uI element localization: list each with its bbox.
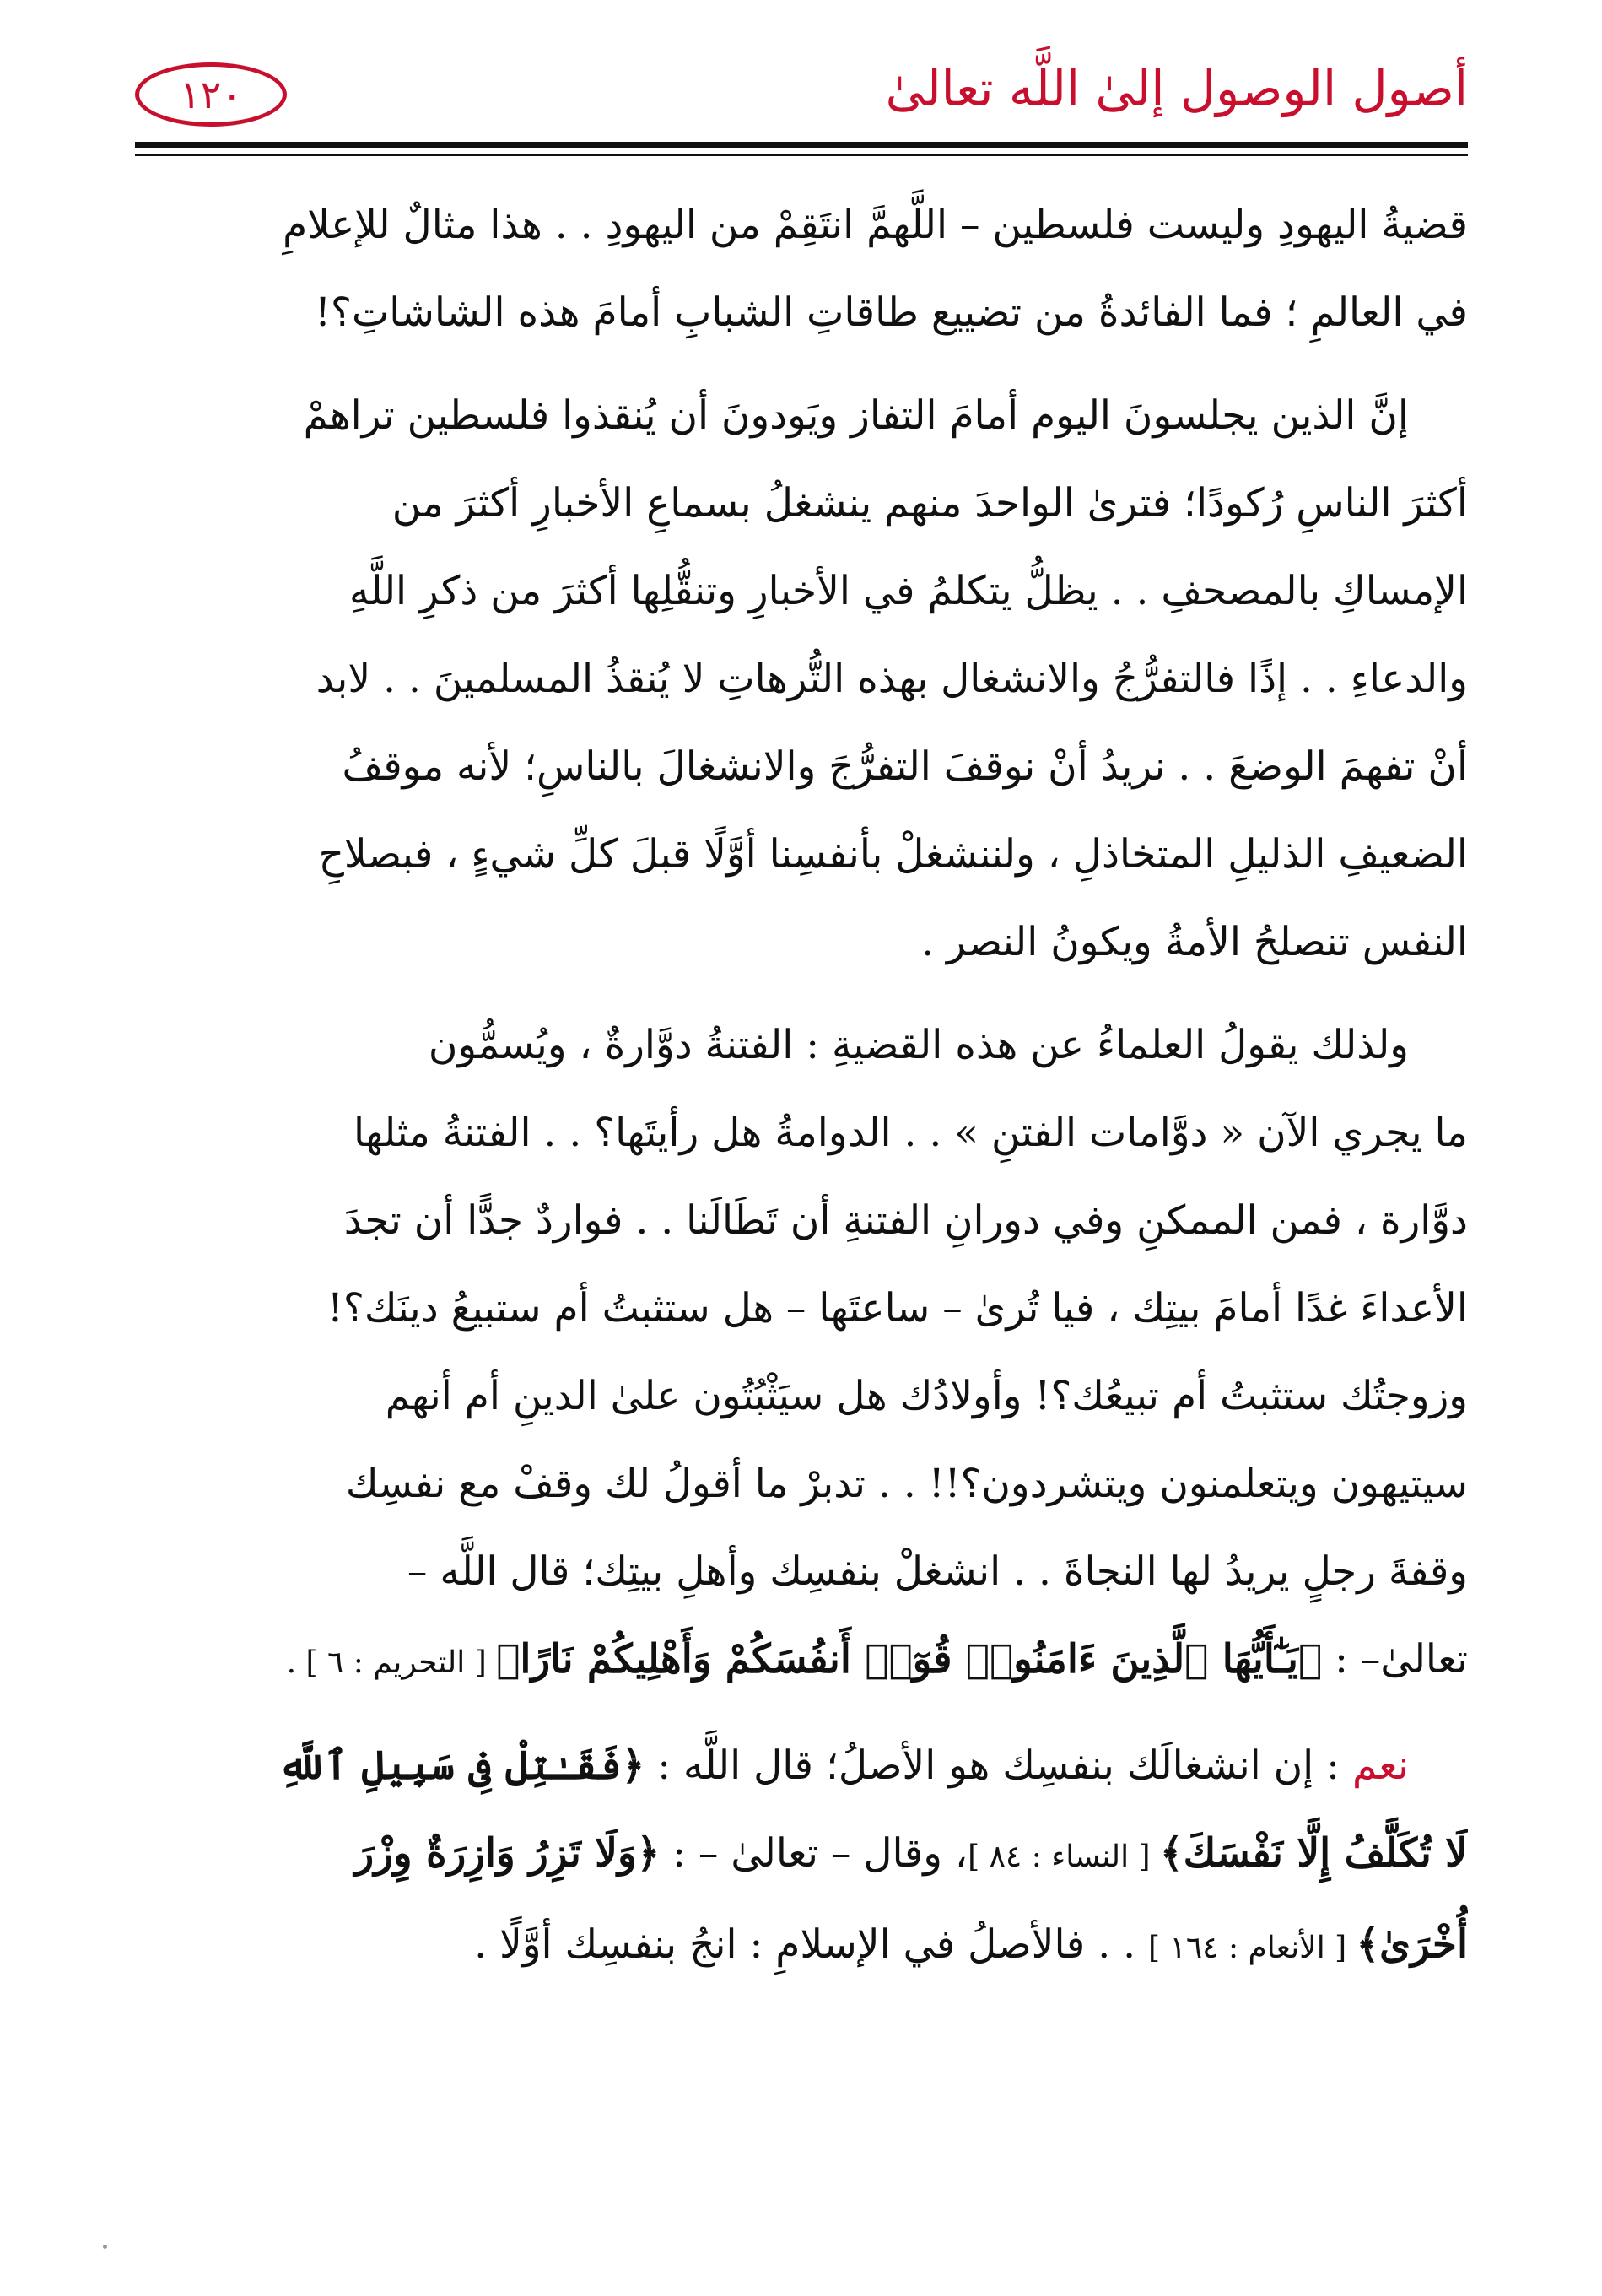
verse-lead: تعالىٰ– : xyxy=(1322,1636,1468,1683)
verse-line xyxy=(135,1616,1468,1707)
text-line: أنْ تفهمَ الوضعَ . . نريدُ أنْ نوقفَ التفرُّجَ والانشغالَ بالناسِ؛ لأنه موقفُ xyxy=(342,743,1468,790)
text-line: قضيةُ اليهودِ وليست فلسطين – اللَّهمَّ انتَقِمْ من اليهودِ . . هذا مثالٌ للإعلامِ xyxy=(283,202,1468,248)
verse-reference: [ التحريم : ٦ ] . xyxy=(286,1645,497,1680)
text-line: سيتيهون ويتعلمنون ويتشردون؟!! . . تدبرْ ما أقولُ لك وقفْ مع نفسِك xyxy=(345,1461,1468,1507)
text-line xyxy=(135,1901,1468,1992)
paragraph-gap xyxy=(135,357,1468,372)
text-line: الأعداءَ غدًا أمامَ بيتِك ، فيا تُرىٰ – ساعتَها – هل ستثبتُ أم ستبيعُ دينَك؟! xyxy=(327,1285,1468,1332)
quran-verse: ﴿يَـٰٓأَيُّهَا ٱلَّذِينَ ءَامَنُوا۟ قُوٓا۟ أَنفُسَكُمْ وَأَهْلِيكُمْ نَارًا﴾ xyxy=(496,1636,1323,1683)
text-line xyxy=(135,1810,1468,1901)
text-segment: : إن انشغالَك بنفسِك هو الأصلُ؛ قال اللَّه : xyxy=(645,1742,1340,1789)
quran-verse: ﴿فَقَـٰتِلْ فِى سَبِيلِ ٱللَّهِ xyxy=(278,1742,645,1789)
quran-verse: لَا تُكَلَّفُ إِلَّا نَفْسَكَ﴾ xyxy=(1160,1830,1468,1877)
page-number-badge: ١٢٠ xyxy=(135,62,287,127)
text-line: الضعيفِ الذليلِ المتخاذلِ ، ولننشغلْ بأنفسِنا أوَّلًا قبلَ كلِّ شيءٍ ، فبصلاحِ xyxy=(318,831,1468,878)
highlight-word: نعم xyxy=(1351,1742,1409,1789)
paragraph-gap xyxy=(135,986,1468,1002)
text-line: الإمساكِ بالمصحفِ . . يظلُّ يتكلمُ في الأخبارِ وتنقُّلِها أكثرَ من ذكرِ اللَّهِ xyxy=(348,568,1468,614)
body-text xyxy=(135,181,1468,1992)
text-segment: . . فالأصلُ في الإسلامِ : انجُ بنفسِك أوَّلًا . xyxy=(474,1921,1136,1968)
verse-reference: [ الأنعام : ١٦٤ ] xyxy=(1147,1931,1357,1965)
text-line: وزوجتُك ستثبتُ أم تبيعُك؟! وأولادُك هل سيَثْبُتُون علىٰ الدينِ أم أنهم xyxy=(385,1373,1468,1419)
verse-reference: [ النساء : ٨٤ ] xyxy=(968,1840,1161,1874)
text-line: دوَّارة ، فمن الممكنِ وفي دورانِ الفتنةِ أن تَطَالَنا . . فواردٌ جدًّا أن تجدَ xyxy=(343,1197,1468,1244)
quran-verse: أُخْرَىٰ﴾ xyxy=(1356,1921,1468,1968)
running-title: أصول الوصول إلىٰ اللَّه تعالىٰ xyxy=(885,60,1468,117)
text-line: النفس تنصلحُ الأمةُ ويكونُ النصر . xyxy=(921,919,1468,965)
text-line: إنَّ الذين يجلسونَ اليوم أمامَ التفاز ويَودونَ أن يُنقذوا فلسطين تراهمْ xyxy=(303,392,1409,439)
text-line: في العالمِ ؛ فما الفائدةُ من تضييع طاقاتِ الشبابِ أمامَ هذه الشاشاتِ؟! xyxy=(315,289,1468,336)
header-rule-thick xyxy=(135,142,1468,148)
text-line: وقفةَ رجلٍ يريدُ لها النجاةَ . . انشغلْ بنفسِك وأهلِ بيتِك؛ قال اللَّه – xyxy=(407,1548,1468,1595)
header-rule-thin xyxy=(135,154,1468,156)
page-header xyxy=(135,51,1468,143)
text-line: أكثرَ الناسِ رُكودًا؛ فترىٰ الواحدَ منهم ينشغلُ بسماعِ الأخبارِ أكثرَ من xyxy=(391,480,1468,527)
text-line: ما يجري الآن « دوَّامات الفتنِ » . . الدوامةُ هل رأيتَها؟ . . الفتنةُ مثلها xyxy=(353,1110,1468,1156)
paragraph-gap xyxy=(135,1707,1468,1722)
text-line xyxy=(135,1722,1468,1810)
quran-verse: ﴿وَلَا تَزِرُ وَازِرَةٌ وِزْرَ xyxy=(354,1830,661,1877)
text-segment: ، وقال – تعالىٰ – : xyxy=(660,1830,968,1877)
text-line: والدعاءِ . . إذًا فالتفرُّجُ والانشغال بهذه التُّرهاتِ لا يُنقذُ المسلمينَ . . لابد xyxy=(316,656,1468,702)
text-line: ولذلك يقولُ العلماءُ عن هذه القضيةِ : الفتنةُ دوَّارةٌ ، ويُسمُّون xyxy=(428,1022,1409,1068)
scan-speck xyxy=(103,2245,107,2249)
